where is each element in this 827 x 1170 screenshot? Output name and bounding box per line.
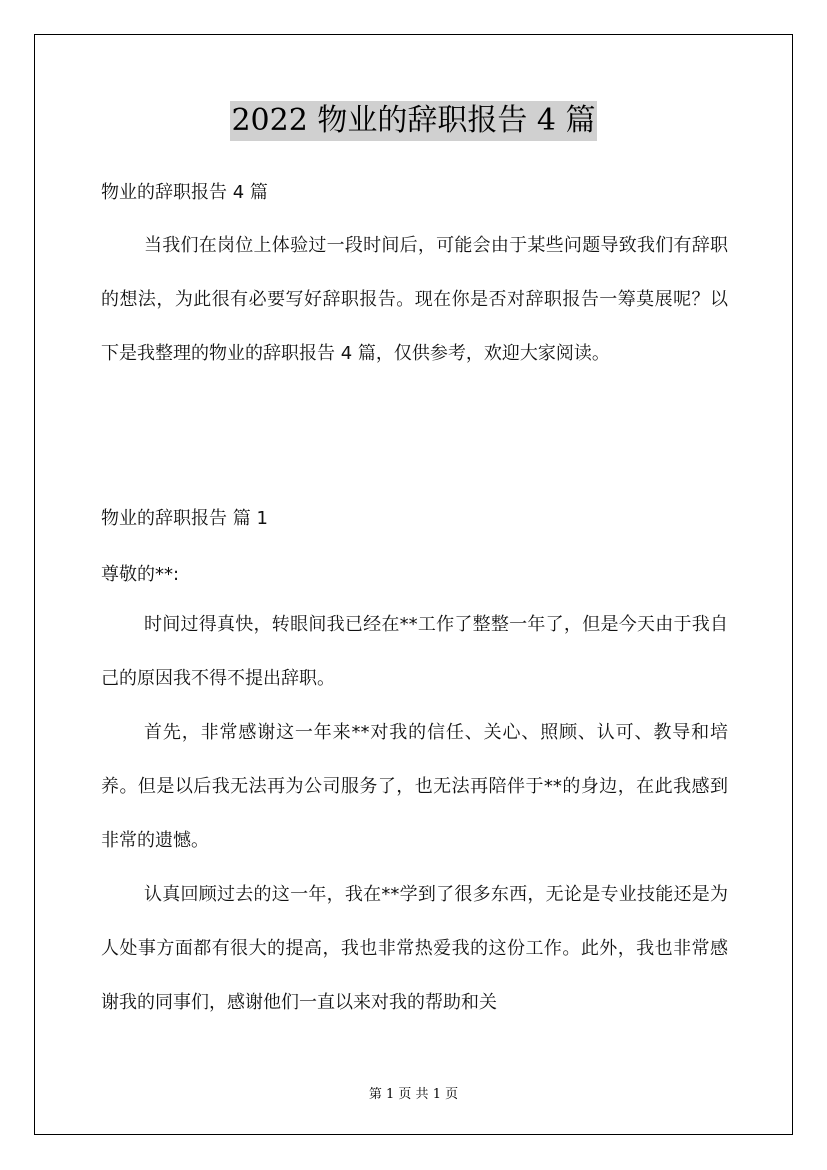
page-number: 第 1 页 共 1 页 [368,1087,459,1102]
intro-block [101,219,728,381]
body-block [101,598,728,1030]
body-paragraph-2: 首先，非常感谢这一年来**对我的信任、关心、照顾、认可、教导和培养。但是以后我无法再为公司服务了，也无法再陪伴于**的身边，在此我感到非常的遗憾。 [101,722,728,851]
intro-paragraph: 当我们在岗位上体验过一段时间后，可能会由于某些问题导致我们有辞职的想法，为此很有必要写好辞职报告。现在你是否对辞职报告一筹莫展呢？以下是我整理的物业的辞职报告 4 篇，仅供参考，欢迎大家阅读。 [101,235,728,364]
body-paragraph-1: 时间过得真快，转眼间我已经在**工作了整整一年了，但是今天由于我自己的原因我不得不提出辞职。 [101,614,728,689]
section-heading: 物业的辞职报告 篇 1 [101,508,268,529]
salutation: 尊敬的**: [101,564,180,585]
section-heading-block [101,504,728,534]
document-title: 2022 物业的辞职报告 4 篇 [230,101,596,141]
page-footer [0,1083,827,1102]
document-title-row [0,101,827,141]
document-subtitle: 物业的辞职报告 4 篇 [101,182,268,203]
subtitle-block [101,178,728,208]
body-paragraph-3: 认真回顾过去的这一年，我在**学到了很多东西，无论是专业技能还是为人处事方面都有很大的提高，我也非常热爱我的这份工作。此外，我也非常感谢我的同事们，感谢他们一直以来对我的帮助和关 [101,884,728,1013]
salutation-block [101,560,728,590]
